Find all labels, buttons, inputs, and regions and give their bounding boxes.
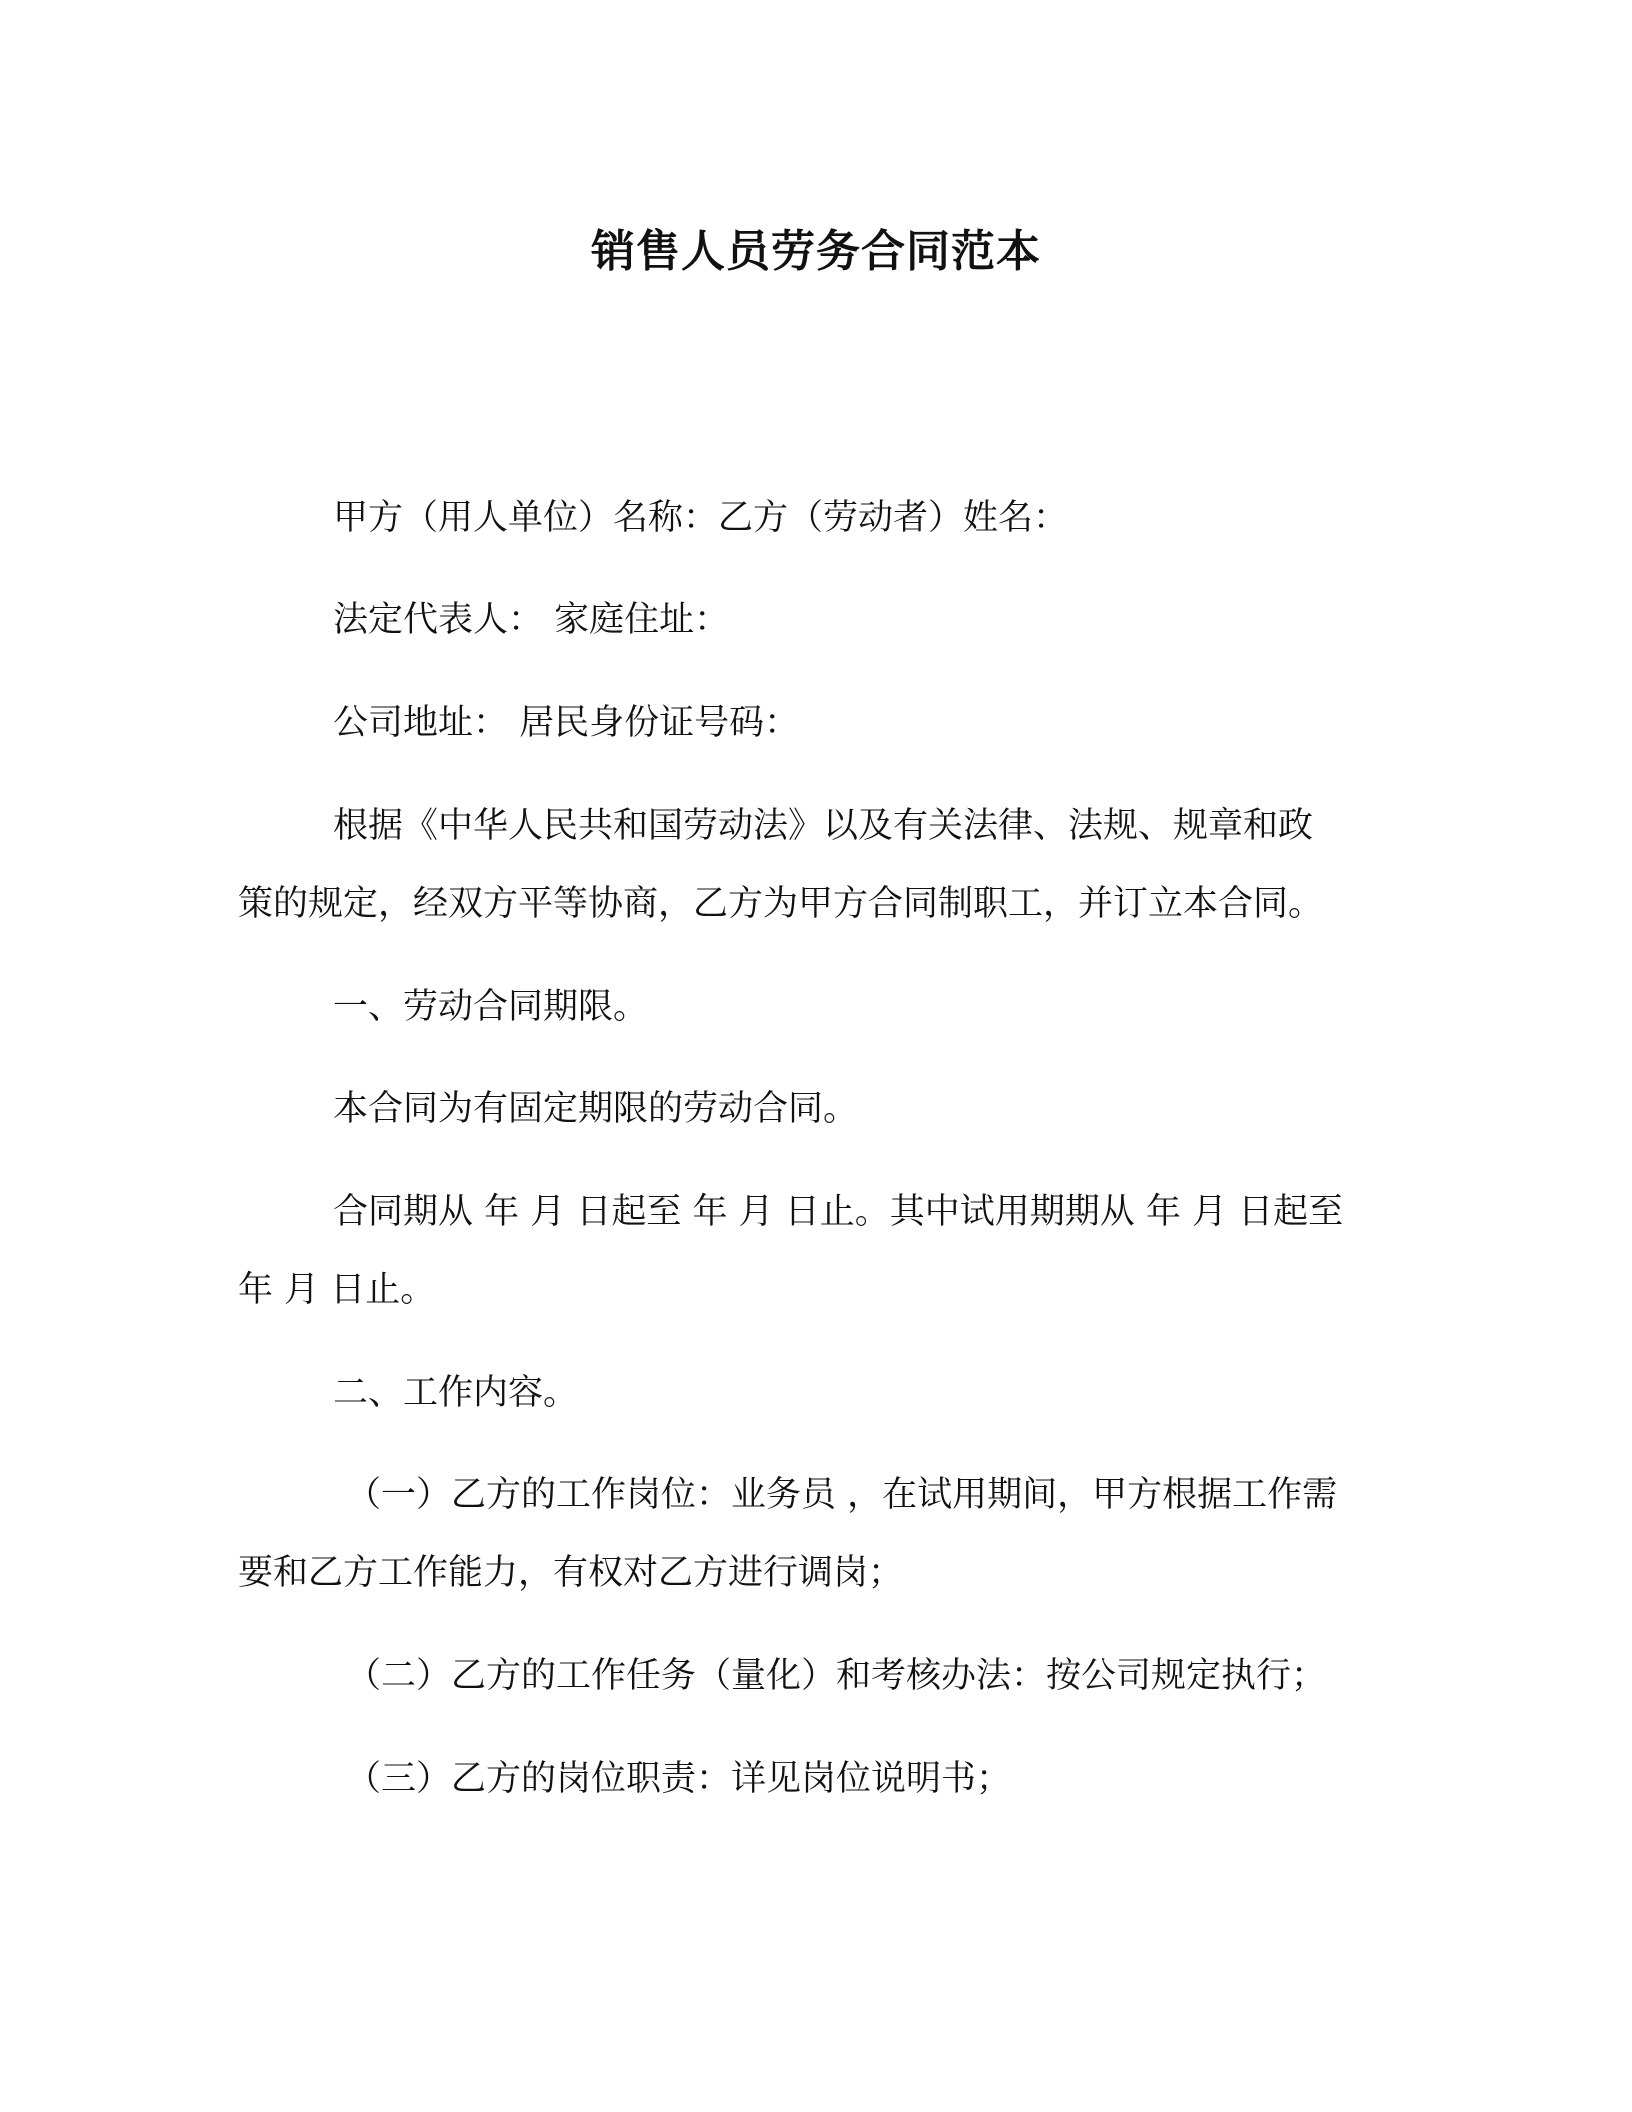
clause-1-line-1: （一）乙方的工作岗位：业务员 ，在试用期间，甲方根据工作需 (346, 1475, 1338, 1515)
clause-3-line: （三）乙方的岗位职责：详见岗位说明书； (346, 1759, 1012, 1799)
document-title: 销售人员劳务合同范本 (591, 226, 1041, 277)
preamble-line-2: 策的规定，经双方平等协商，乙方为甲方合同制职工，并订立本合同。 (238, 884, 1324, 924)
section-heading-2: 二、工作内容。 (333, 1373, 579, 1413)
section-heading-1: 一、劳动合同期限。 (333, 987, 649, 1027)
party-names-line: 甲方（用人单位）名称：乙方（劳动者）姓名： (333, 498, 1069, 538)
representative-line: 法定代表人： 家庭住址： (333, 600, 730, 640)
preamble-line-1: 根据《中华人民共和国劳动法》以及有关法律、法规、规章和政 (333, 806, 1314, 846)
address-line: 公司地址： 居民身份证号码： (333, 703, 800, 743)
contract-term-line-2: 年 月 日止。 (238, 1270, 436, 1310)
clause-2-line: （二）乙方的工作任务（量化）和考核办法：按公司规定执行； (346, 1656, 1327, 1696)
contract-type-line: 本合同为有固定期限的劳动合同。 (333, 1089, 859, 1129)
contract-term-line-1: 合同期从 年 月 日起至 年 月 日止。其中试用期期从 年 月 日起至 (333, 1192, 1344, 1232)
clause-1-line-2: 要和乙方工作能力，有权对乙方进行调岗； (238, 1553, 904, 1593)
